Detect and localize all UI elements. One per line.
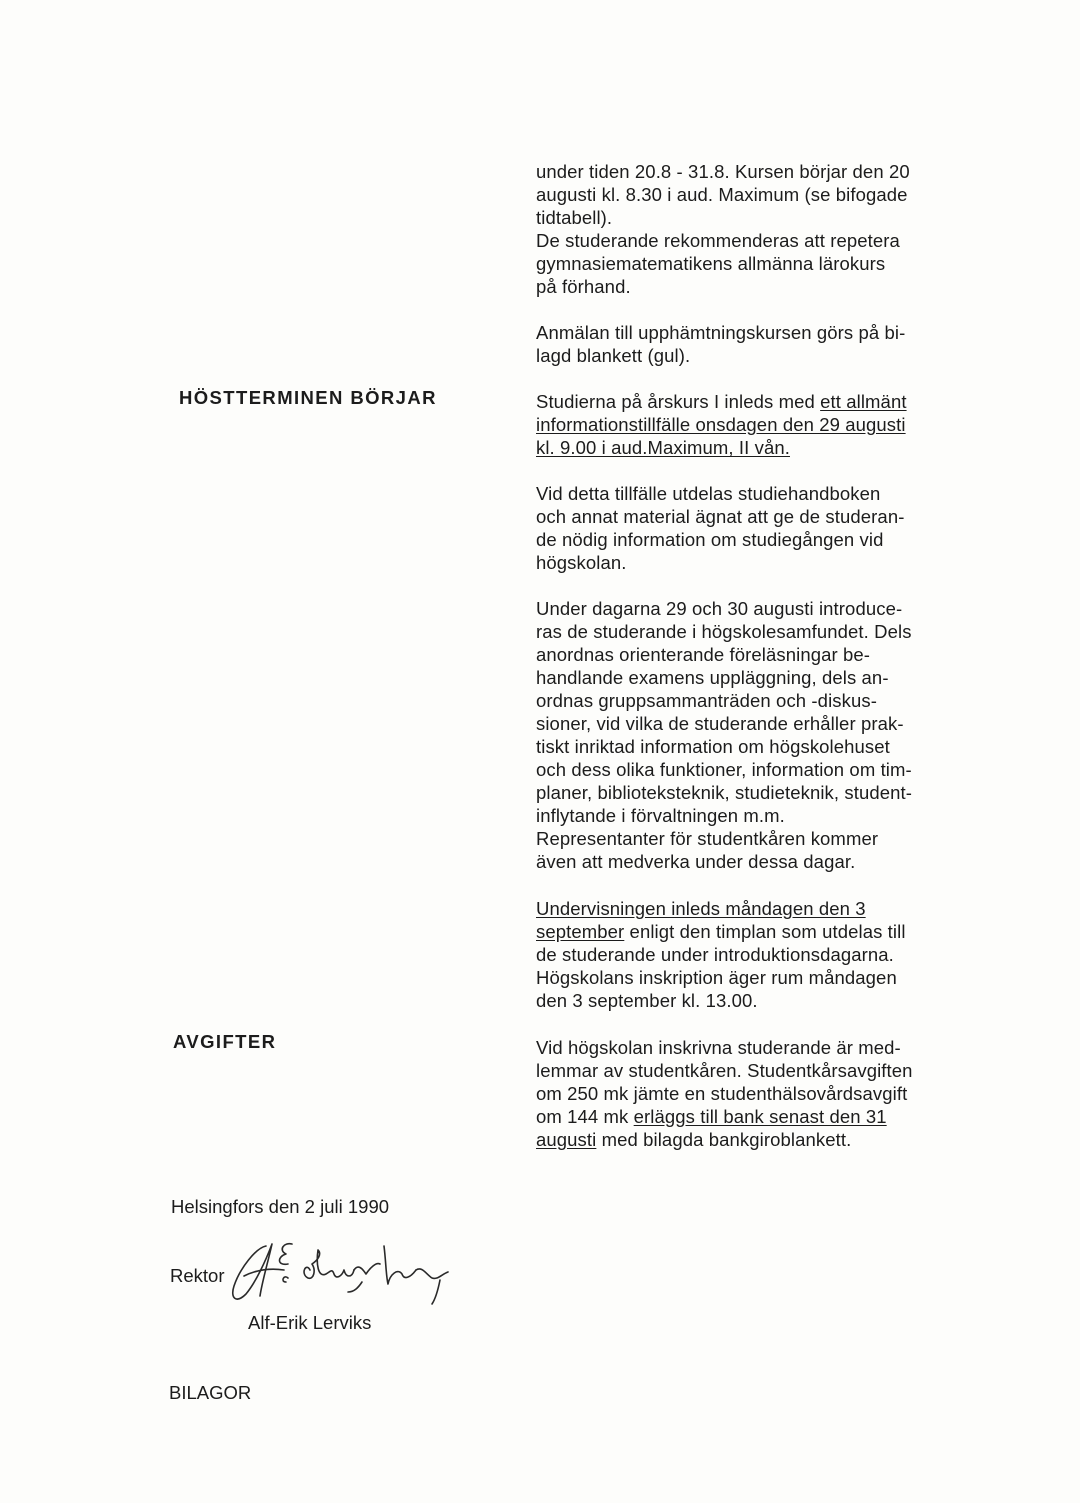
handbook-paragraph (536, 482, 976, 574)
fees-line: om 250 mk jämte en studenthälsovårdsavgift (536, 1083, 908, 1104)
attachments-label: BILAGOR (169, 1382, 252, 1403)
teaching-start-line: Högskolans inskription äger rum måndagen (536, 967, 897, 988)
info-session-underlined: ett allmänt (820, 391, 907, 412)
teaching-start-underlined: Undervisningen inleds måndagen den 3 (536, 898, 866, 919)
autumn-info-paragraph (536, 390, 976, 459)
introduction-line: Under dagarna 29 och 30 augusti introduce- (536, 598, 903, 619)
fees-paragraph (536, 1036, 976, 1151)
place-and-date: Helsingfors den 2 juli 1990 (171, 1196, 390, 1217)
intro-line: på förhand. (536, 276, 631, 297)
info-session-underlined: informationstillfälle onsdagen den 29 augusti (536, 414, 906, 435)
handbook-line: Vid detta tillfälle utdelas studiehandboken (536, 483, 881, 504)
intro-line: gymnasiematematikens allmänna lärokurs (536, 253, 886, 274)
teaching-start-line: de studerande under introduktionsdagarna. (536, 944, 894, 965)
autumn-info-text: Studierna på årskurs I inleds med (536, 391, 821, 412)
introduction-line: även att medverka under dessa dagar. (536, 851, 856, 872)
teaching-start-line: den 3 september kl. 13.00. (536, 990, 758, 1011)
introduction-line: planer, biblioteksteknik, studieteknik, student- (536, 782, 913, 803)
intro-paragraph (536, 160, 976, 298)
info-session-underlined: kl. 9.00 i aud.Maximum, II vån. (536, 437, 790, 458)
intro-line: under tiden 20.8 - 31.8. Kursen börjar den 20 (536, 161, 910, 182)
introduction-days-paragraph (536, 597, 976, 873)
registration-line: lagd blankett (gul). (536, 345, 691, 366)
handbook-line: högskolan. (536, 552, 627, 573)
teaching-start-paragraph (536, 897, 976, 1012)
autumn-info-line (536, 390, 976, 413)
rector-label: Rektor (170, 1265, 225, 1286)
payment-deadline-underlined: augusti (536, 1129, 597, 1150)
autumn-term-heading: HÖSTTERMINEN BÖRJAR (179, 387, 437, 408)
fees-text: om 144 mk (536, 1106, 634, 1127)
introduction-line: tiskt inriktad information om högskolehuset (536, 736, 890, 757)
introduction-line: ras de studerande i högskolesamfundet. Dels (536, 621, 912, 642)
rector-name: Alf-Erik Lerviks (248, 1312, 372, 1333)
registration-paragraph (536, 321, 976, 367)
intro-line: augusti kl. 8.30 i aud. Maximum (se bifogade (536, 184, 908, 205)
intro-line: De studerande rekommenderas att repetera (536, 230, 900, 251)
fees-line (536, 1105, 976, 1128)
introduction-line: ordnas gruppsammanträden och -diskus- (536, 690, 877, 711)
rector-signature (226, 1234, 466, 1314)
introduction-line: anordnas orienterande föreläsningar be- (536, 644, 871, 665)
registration-line: Anmälan till upphämtningskursen görs på bi- (536, 322, 906, 343)
introduction-line: Representanter för studentkåren kommer (536, 828, 879, 849)
teaching-start-text: enligt den timplan som utdelas till (624, 921, 906, 942)
handbook-line: och annat material ägnat att ge de studeran- (536, 506, 905, 527)
introduction-line: inflytande i förvaltningen m.m. (536, 805, 785, 826)
introduction-line: och dess olika funktioner, information om tim- (536, 759, 912, 780)
fees-line: lemmar av studentkåren. Studentkårsavgiften (536, 1060, 913, 1081)
teaching-start-line (536, 920, 976, 943)
fees-text: med bilagda bankgiroblankett. (596, 1129, 852, 1150)
intro-line: tidtabell). (536, 207, 613, 228)
teaching-start-underlined: september (536, 921, 625, 942)
payment-deadline-underlined: erläggs till bank senast den 31 (633, 1106, 887, 1127)
fees-heading: AVGIFTER (173, 1031, 277, 1052)
introduction-line: sioner, vid vilka de studerande erhåller prak- (536, 713, 904, 734)
fees-line (536, 1128, 976, 1151)
fees-line: Vid högskolan inskrivna studerande är med- (536, 1037, 901, 1058)
introduction-line: handlande examens uppläggning, dels an- (536, 667, 889, 688)
handbook-line: de nödig information om studiegången vid (536, 529, 884, 550)
